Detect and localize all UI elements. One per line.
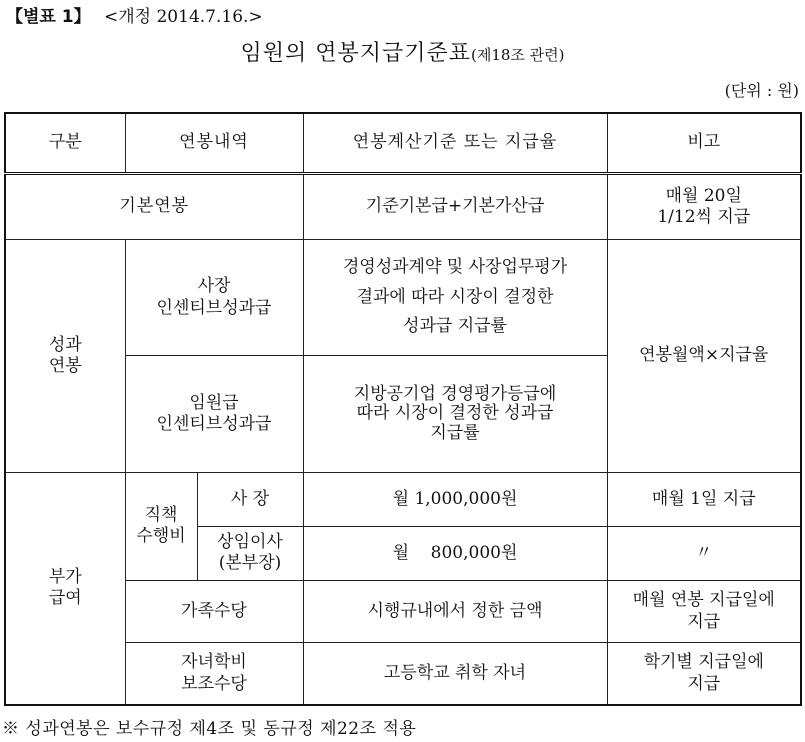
additional-pay-label: 부가 급여 — [5, 472, 125, 705]
header-note: 비고 — [607, 113, 801, 173]
appendix-tag: 【별표 1】 — [6, 7, 91, 27]
duty-president-position: 사 장 — [197, 472, 303, 526]
table-row — [5, 581, 801, 643]
table-row — [5, 173, 801, 239]
family-allowance-criteria: 시행규내에서 정한 금액 — [303, 581, 607, 643]
header-criteria: 연봉계산기준 또는 지급율 — [303, 113, 607, 173]
executive-incentive-item: 임원급 인센티브성과급 — [125, 356, 303, 472]
footnote: ※ 성과연봉은 보수규정 제4조 및 동규정 제22조 적용 — [2, 719, 417, 739]
duty-expense-label: 직책 수행비 — [125, 472, 197, 580]
base-salary-note: 매월 20일 1/12씩 지급 — [607, 173, 801, 239]
performance-note: 연봉월액×지급율 — [607, 239, 801, 472]
tuition-allowance-note: 학기별 지급일에 지급 — [607, 643, 801, 705]
title-sub: (제18조 관련) — [470, 46, 565, 64]
president-incentive-criteria: 경영성과계약 및 사장업무평가 결과에 따라 시장이 결정한 성과급 지급률 — [303, 239, 607, 355]
president-incentive-item: 사장 인센티브성과급 — [125, 239, 303, 355]
table-header-row — [5, 113, 801, 173]
family-allowance-item: 가족수당 — [125, 581, 303, 643]
duty-director-amount: 월 800,000원 — [303, 526, 607, 580]
title-main: 임원의 연봉지급기준표 — [240, 41, 471, 66]
duty-director-note: 〃 — [607, 526, 801, 580]
duty-director-position: 상임이사 (본부장) — [197, 526, 303, 580]
base-salary-criteria: 기준기본급+기본가산급 — [303, 173, 607, 239]
tuition-allowance-criteria: 고등학교 취학 자녀 — [303, 643, 607, 705]
document-title — [0, 36, 805, 67]
performance-label: 성과 연봉 — [5, 239, 125, 472]
tuition-allowance-item: 자녀학비 보조수당 — [125, 643, 303, 705]
salary-table — [4, 112, 802, 706]
duty-president-note: 매월 1일 지급 — [607, 472, 801, 526]
table-row — [5, 643, 801, 705]
unit-label: (단위 : 원) — [724, 81, 799, 100]
table-row — [5, 239, 801, 355]
document-header — [6, 2, 263, 27]
table-row — [5, 472, 801, 526]
header-salary-item: 연봉내역 — [125, 113, 303, 173]
duty-president-amount: 월 1,000,000원 — [303, 472, 607, 526]
header-category: 구분 — [5, 113, 125, 173]
base-salary-label: 기본연봉 — [5, 173, 303, 239]
executive-incentive-criteria: 지방공기업 경영평가등급에 따라 시장이 결정한 성과급 지급률 — [303, 356, 607, 472]
family-allowance-note: 매월 연봉 지급일에 지급 — [607, 581, 801, 643]
revision-date: <개정 2014.7.16.> — [104, 7, 263, 27]
